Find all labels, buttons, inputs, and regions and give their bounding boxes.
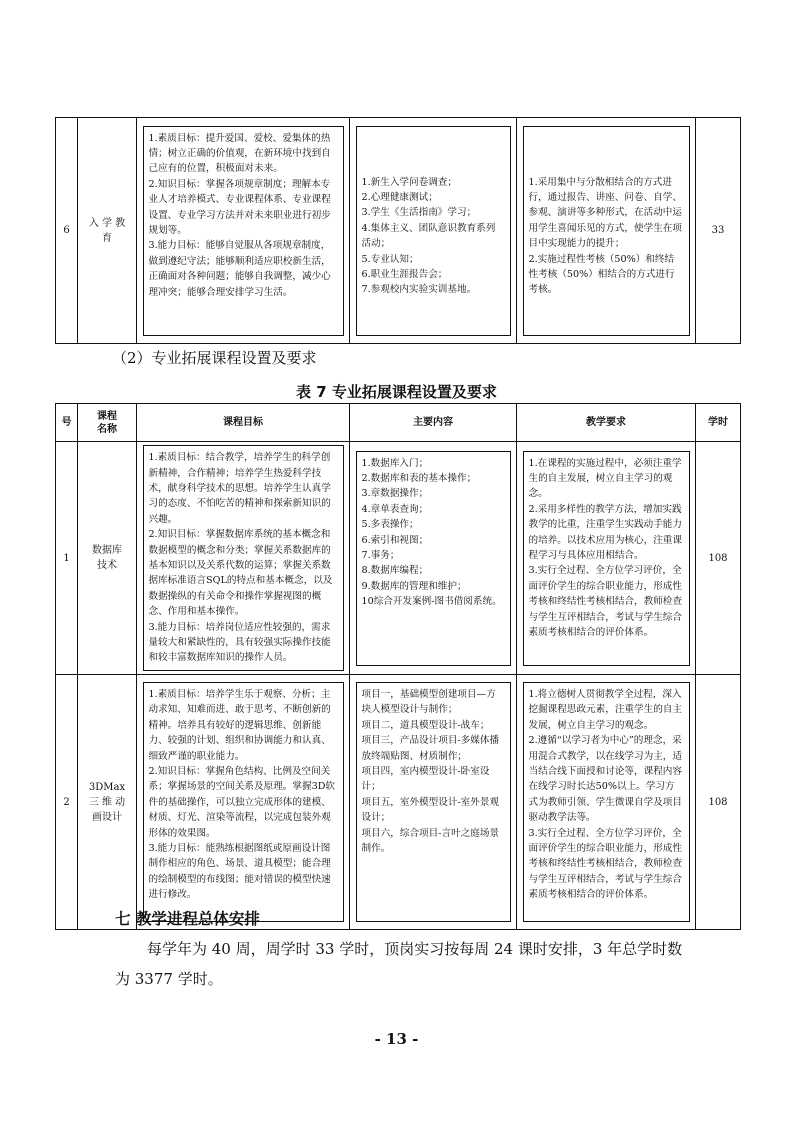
header-hours: 学时 [696,404,741,442]
row-number: 6 [56,118,78,344]
header-num: 号 [56,404,78,442]
section-paragraph: 每学年为 40 周，周学时 33 学时，顶岗实习按每周 24 课时安排，3 年总学时数为 3377 学时。 [115,940,683,988]
teaching-requirements: 1.在课程的实施过程中，必须注重学生的自主发展，树立自主学习的观念。 2.采用多样性的教学方法，增加实践教学的比重，注重学生实践动手能力的培养。以技术应用为核心，注重课程学习与具体应用相结合。 3.实行全过程、全方位学习评价，全面评价学生的综合职业能力，形成性考核和终结性考核相结合，教师检查与学生互评相结合，考试与学生综合素质考核相结合的评价体系。 [523,451,690,666]
course-goal-cell [137,675,350,930]
teaching-req-cell [517,118,696,344]
table-title: 表 7 专业拓展课程设置及要求 [296,383,497,401]
course-goal: 1.素质目标：结合教学，培养学生的科学创新精神，合作精神；培养学生热爱科学技术，献身科学技术的思想。培养学生认真学习的态度、不怕吃苦的精神和探索新知识的兴趣。 2.知识目标：掌握数据库系统的基本概念和数据模型的概念和分类；掌握关系数据库的基本知识以及关系代数的运算；掌握关系数据库标准语言SQL的特点和基本概念，以及数据操纵的有关命令和操作掌握视图的概念、作用和基本操作。 3.能力目标：培养岗位适应性较强的，需求量较大和紧缺性的，具有较强实际操作技能和较丰富数据库知识的操作人员。 [143,445,344,671]
course-goal-cell [137,442,350,675]
header-goal: 课程目标 [137,404,350,442]
table-row [56,675,741,930]
row-number: 1 [56,442,78,675]
course-name: 3DMax 三 维 动 画设计 [78,675,137,930]
table-header-row [56,404,741,442]
teaching-req-cell [517,442,696,675]
course-name: 数据库 技术 [78,442,137,675]
hours: 108 [696,675,741,930]
table-row [56,442,741,675]
course-goal-cell [137,118,350,344]
teaching-requirements: 1.采用集中与分散相结合的方式进行，通过报告、讲座、问卷、自学、参观、演讲等多种形式，在活动中运用学生喜闻乐见的方式，使学生在项目中实现能力的提升； 2.实施过程性考核（50%）和终结性考核（50%）相结合的方式进行考核。 [523,126,690,336]
main-content-cell [350,675,517,930]
header-content: 主要内容 [350,404,517,442]
section-heading: 七 教学进程总体安排 [115,910,260,928]
main-content: 1.新生入学问卷调查； 2.心理健康测试； 3.学生《生活指南》学习； 4.集体主义、团队意识教育系列活动； 5.专业认知； 6.职业生涯报告会； 7.参观校内实验实训基地。 [356,126,511,336]
course-goal: 1.素质目标：提升爱国、爱校、爱集体的热情；树立正确的价值观，在新环境中找到自己应有的位置，积极面对未来。 2.知识目标：掌握各项规章制度；理解本专业人才培养模式、专业课程体系、专业课程设置、专业学习方法并对未来职业进行初步规划等。 3.能力目标：能够自觉服从各项规章制度，做到遵纪守法；能够顺利适应职校新生活，正确面对各种问题；能够自我调整，减少心理冲突；能够合理安排学习生活。 [143,126,344,336]
row-number: 2 [56,675,78,930]
subsection-heading: （2）专业拓展课程设置及要求 [112,349,317,367]
page-number: - 13 - [374,1030,419,1048]
header-course: 课程 名称 [78,404,137,442]
table6-continuation [55,117,741,344]
teaching-req-cell [517,675,696,930]
header-req: 教学要求 [517,404,696,442]
table7 [55,403,741,930]
teaching-requirements: 1.将立德树人贯彻教学全过程，深入挖掘课程思政元素，注重学生的自主发展，树立自主学习的观念。 2.遵循“以学习者为中心”的理念，采用混合式教学，以在线学习为主，适当结合线下面授和讨论等，课程内容在线学习时长达50%以上。学习方式为教师引领、学生微课自学及项目驱动教学法等。 3.实行全过程、全方位学习评价，全面评价学生的综合职业能力，形成性考核和终结性考核相结合，教师检查与学生互评相结合，考试与学生综合素质考核相结合的评价体系。 [523,682,690,922]
course-goal: 1.素质目标：培养学生乐于观察、分析；主动求知、知难而进、敢于思考、不断创新的精神。培养具有较好的逻辑思维、创新能力、较强的计划、组织和协调能力和认真、细致严谨的职业能力。 2.知识目标：掌握角色结构、比例及空间关系；掌握场景的空间关系及原理。掌握3D软件的基础操作，可以独立完成形体的建模、材质、灯光、渲染等流程，以完成包装外观形体的效果图。 3.能力目标：能熟练根据图纸或原画设计图制作相应的角色、场景、道具模型；能合理的绘制模型的布线图；能对错误的模型快速进行修改。 [143,682,344,922]
main-content: 1.数据库入门； 2.数据库和表的基本操作； 3.章数据操作； 4.章单表查询； 5.多表操作； 6.索引和视图； 7.事务； 8.数据库编程； 9.数据库的管理和维护； 10综合开发案例-图书借阅系统。 [356,451,511,666]
main-content: 项目一，基础模型创建项目—方块人模型设计与制作； 项目二，道具模型设计-战车； 项目三，产品设计项目-多媒体播放终端贴图、材质制作； 项目四，室内模型设计-卧室设计； 项目五，室外模型设计-室外景观设计； 项目六，综合项目-言叶之庭场景制作。 [356,682,511,922]
main-content-cell [350,442,517,675]
table-row [56,118,741,344]
course-name: 入 学 教 育 [78,118,137,344]
hours: 33 [696,118,741,344]
hours: 108 [696,442,741,675]
main-content-cell [350,118,517,344]
